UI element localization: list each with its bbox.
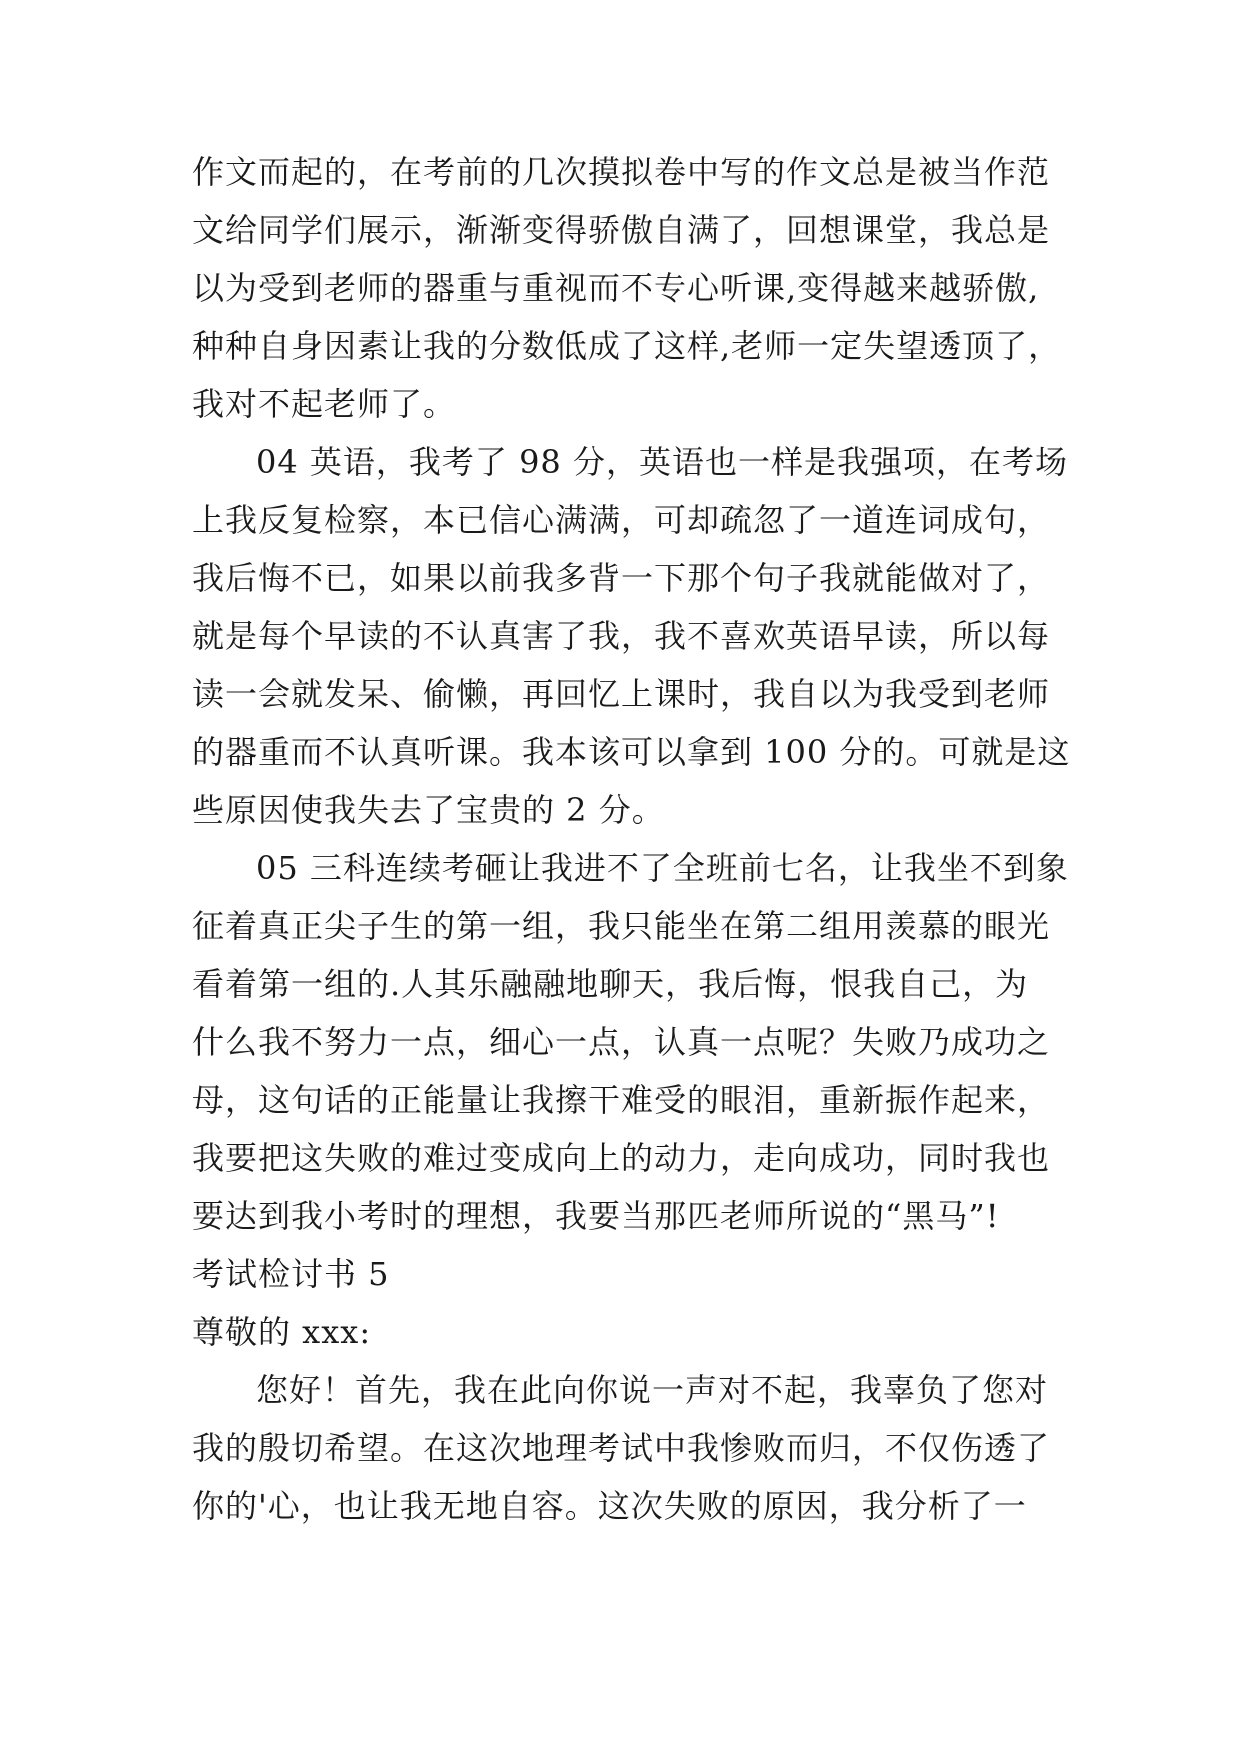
text-line: 你的'心，也让我无地自容。这次失败的原因，我分析了一: [192, 1487, 1027, 1525]
text-line: 我的殷切希望。在这次地理考试中我惨败而归，不仅伤透了: [192, 1429, 1051, 1467]
text-line: 以为受到老师的器重与重视而不专心听课,变得越来越骄傲,: [192, 269, 1040, 307]
text-line: 征着真正尖子生的第一组，我只能坐在第二组用羡慕的眼光: [192, 907, 1051, 945]
text-line: 什么我不努力一点，细心一点，认真一点呢？失败乃成功之: [192, 1023, 1051, 1061]
text-line: 母，这句话的正能量让我擦干难受的眼泪，重新振作起来，: [192, 1081, 1051, 1119]
text-line: 我后悔不已，如果以前我多背一下那个句子我就能做对了，: [192, 559, 1051, 597]
text-line: 看着第一组的.人其乐融融地聊天，我后悔，恨我自己，为: [192, 965, 1029, 1003]
text-line: 些原因使我失去了宝贵的 2 分。: [192, 791, 665, 829]
paragraph-start-line: 04 英语，我考了 98 分，英语也一样是我强项，在考场: [256, 443, 1068, 481]
text-line: 我对不起老师了。: [192, 385, 457, 423]
text-line: 就是每个早读的不认真害了我，我不喜欢英语早读，所以每: [192, 617, 1051, 655]
text-line: 的器重而不认真听课。我本该可以拿到 100 分的。可就是这: [192, 733, 1071, 771]
section-heading: 考试检讨书 5: [192, 1255, 390, 1293]
text-line: 读一会就发呆、偷懒，再回忆上课时，我自以为我受到老师: [192, 675, 1051, 713]
paragraph-start-line: 05 三科连续考砸让我进不了全班前七名，让我坐不到象: [256, 849, 1069, 887]
text-line: 文给同学们展示，渐渐变得骄傲自满了，回想课堂，我总是: [192, 211, 1051, 249]
salutation: 尊敬的 xxx:: [192, 1313, 372, 1351]
text-line: 种种自身因素让我的分数低成了这样,老师一定失望透顶了，: [192, 327, 1062, 365]
text-line: 我要把这失败的难过变成向上的动力，走向成功，同时我也: [192, 1139, 1051, 1177]
text-line: 作文而起的，在考前的几次摸拟卷中写的作文总是被当作范: [192, 153, 1051, 191]
text-line: 上我反复检察，本已信心满满，可却疏忽了一道连词成句，: [192, 501, 1051, 539]
text-line: 要达到我小考时的理想，我要当那匹老师所说的“黑马”!: [192, 1197, 1000, 1235]
paragraph-start-line: 您好！首先，我在此向你说一声对不起，我辜负了您对: [256, 1371, 1049, 1409]
